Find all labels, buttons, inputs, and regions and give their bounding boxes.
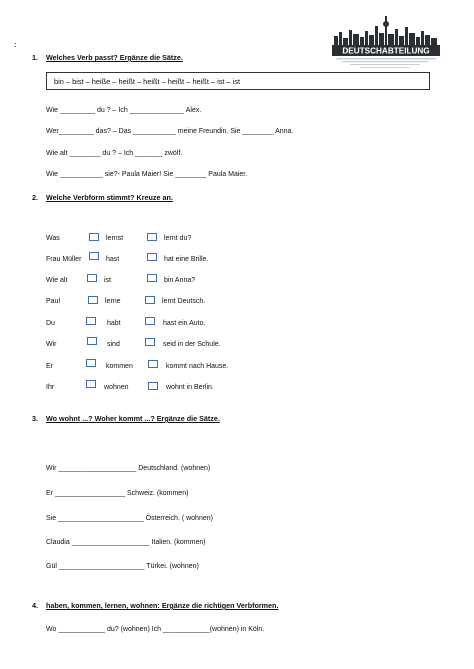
checkbox-option-1[interactable] (86, 317, 96, 325)
verb-row-subject: Du (46, 320, 55, 327)
logo-text: DEUTSCHABTEILUNG (342, 46, 430, 56)
verb-row-option-1: sind (107, 341, 120, 348)
verb-row-option-1: lerne (105, 298, 121, 305)
verb-row-subject: Er (46, 363, 53, 370)
verb-row-option-1: ist (104, 277, 111, 284)
section3-sentence-5: Gül ______________________ Türkei. (wohnen) (46, 563, 199, 570)
verb-row-subject: Wir (46, 341, 57, 348)
checkbox-option-2[interactable] (145, 338, 155, 346)
section1-sentence-4: Wie ___________ sie?- Paula Maier! Sie ________ Paula Maier. (46, 171, 248, 178)
deutschabteilung-logo (332, 14, 440, 72)
verb-row-option-1: hast (106, 256, 120, 263)
verb-row-option-1: habt (107, 320, 121, 327)
verb-row-option-2: seid in der Schule. (163, 341, 221, 348)
checkbox-option-1[interactable] (87, 274, 97, 282)
checkbox-option-1[interactable] (86, 380, 96, 388)
verb-row-option-2: hast ein Auto. (163, 320, 206, 327)
verb-row-option-2: bin Anna? (164, 277, 196, 284)
page-marker: : (14, 42, 17, 49)
section3-sentence-4: Claudia ____________________ Italien. (kommen) (46, 539, 206, 546)
section4-sentence-1: Wo ____________ du? (wohnen) Ich ____________(wohnen) in Köln. (46, 626, 265, 633)
checkbox-option-2[interactable] (147, 253, 157, 261)
section3-heading: Wo wohnt ...? Woher kommt ...? Ergänze die Sätze. (46, 414, 220, 423)
section3-number: 3. (32, 414, 38, 423)
checkbox-option-1[interactable] (88, 296, 98, 304)
verb-row-subject: Paul (46, 298, 61, 305)
checkbox-option-2[interactable] (147, 274, 157, 282)
word-bank-text: bin – bist – heiße – heißt – heißt – heißt – heißt – ist – ist (54, 77, 241, 86)
verb-row-option-1: lernst (106, 235, 124, 242)
checkbox-option-2[interactable] (145, 296, 155, 304)
checkbox-option-2[interactable] (148, 360, 158, 368)
verb-row-subject: Was (46, 235, 60, 242)
verb-row-option-2: hat eine Brille. (164, 256, 209, 263)
checkbox-option-2[interactable] (148, 382, 158, 390)
checkbox-option-1[interactable] (89, 252, 99, 260)
verb-row-subject: Frau Müller (46, 256, 82, 263)
verb-row-option-2: lernt du? (164, 235, 192, 242)
checkbox-option-2[interactable] (147, 233, 157, 241)
checkbox-option-2[interactable] (145, 317, 155, 325)
verb-row-subject: Wie alt (46, 277, 68, 284)
verb-row-option-2: kommt nach Hause. (166, 363, 229, 370)
verb-row-option-2: lernt Deutsch. (162, 298, 206, 305)
section3-sentence-3: Sie ______________________ Österreich. ( wohnen) (46, 515, 213, 522)
checkbox-option-1[interactable] (86, 359, 96, 367)
checkbox-option-1[interactable] (89, 233, 99, 241)
section2-heading: Welche Verbform stimmt? Kreuze an. (46, 193, 173, 202)
section1-sentence-3: Wie alt ________ du ? – Ich _______ zwölf. (46, 150, 183, 157)
section3-sentence-1: Wir ____________________ Deutschland. (wohnen) (46, 465, 211, 472)
section1-sentence-2: Wer_________ das? – Das ___________ meine Freundin. Sie ________ Anna. (46, 128, 294, 135)
section1-sentence-1: Wie _________ du ? – Ich ______________ Alex. (46, 107, 202, 114)
checkbox-option-1[interactable] (87, 337, 97, 345)
verb-row-option-1: wohnen (104, 384, 129, 391)
section2-number: 2. (32, 193, 38, 202)
verb-row-option-1: kommen (106, 363, 133, 370)
verb-row-option-2: wohnt in Berlin. (166, 384, 214, 391)
verb-row-subject: Ihr (46, 384, 55, 391)
section4-heading: haben, kommen, lernen, wohnen: Ergänze die richtigen Verbformen. (46, 601, 279, 610)
section1-heading: Welches Verb passt? Ergänze die Sätze. (46, 53, 183, 62)
section4-number: 4. (32, 601, 38, 610)
section1-number: 1. (32, 53, 38, 62)
section3-sentence-2: Er __________________ Schweiz. (kommen) (46, 490, 189, 497)
